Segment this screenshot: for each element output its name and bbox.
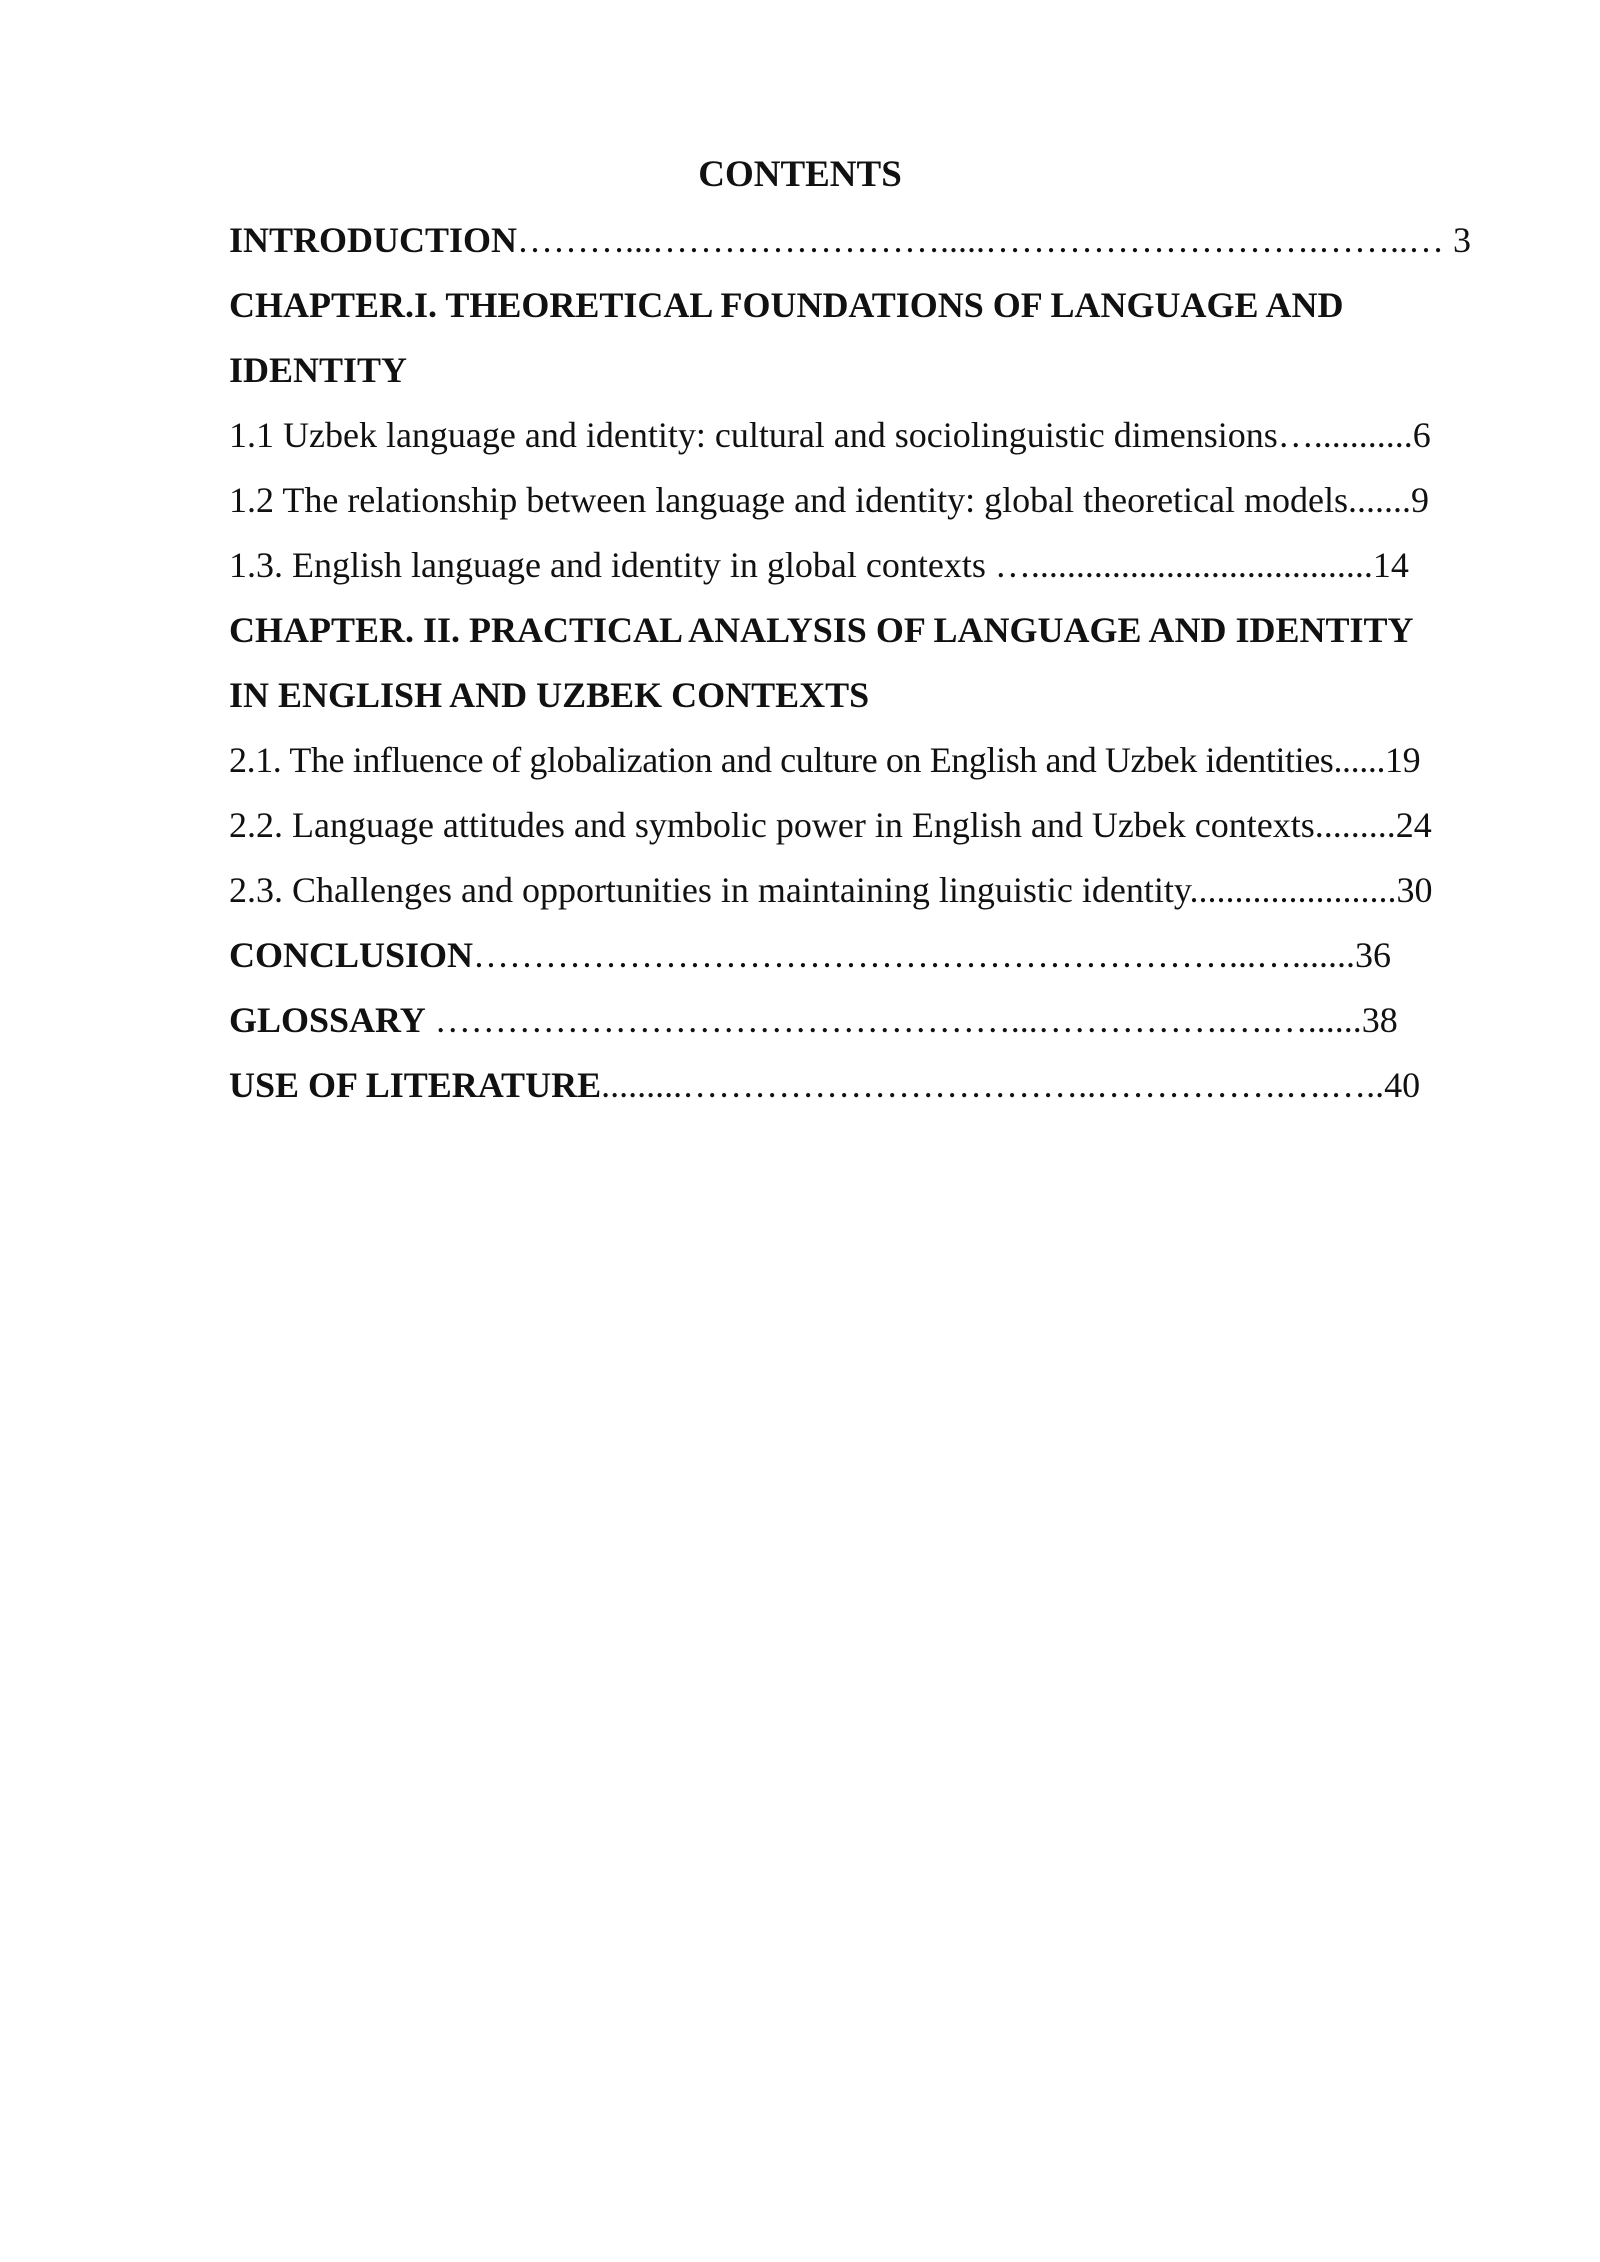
toc-entry-text: 2.2. Language attitudes and symbolic power in English and Uzbek contexts [229,805,1315,845]
toc-entry-glossary[interactable] [229,995,1489,1060]
toc-entry-page: 6 [1412,415,1431,455]
toc-entry-conclusion[interactable] [229,930,1489,995]
toc-entry-1-3[interactable] [229,540,1489,605]
page-title: CONTENTS [698,154,902,195]
table-of-contents [229,215,1489,1125]
toc-entry-text: 2.3. Challenges and opportunities in maintaining linguistic identity [229,870,1190,910]
toc-entry-page: 36 [1355,935,1392,975]
toc-entry-page: 14 [1372,545,1409,585]
toc-entry-page: 24 [1395,805,1432,845]
toc-entry-text: 2.1. The influence of globalization and culture on English and Uzbek identities [229,740,1334,780]
toc-entry-2-2[interactable] [229,800,1489,865]
toc-entry-text: CONCLUSION [229,935,474,975]
toc-entry-introduction[interactable] [229,215,1489,280]
toc-entry-text: CHAPTER.I. THEORETICAL FOUNDATIONS OF LANGUAGE AND [229,285,1344,325]
toc-entry-page: 3 [1444,220,1472,260]
toc-entry-leader: ...... [1333,740,1386,780]
toc-entry-leader: .........……………………………..…………….….….. [601,1065,1385,1105]
toc-entry-chapter-2-line-1[interactable] [229,605,1489,670]
toc-entry-page: 40 [1384,1065,1421,1105]
toc-entry-leader: ....... [1348,480,1412,520]
toc-entry-1-2[interactable] [229,475,1489,540]
toc-entry-leader: …...................................... [985,545,1373,585]
toc-entry-text: IN ENGLISH AND UZBEK CONTEXTS [229,675,870,715]
toc-entry-chapter-2-line-2[interactable] [229,670,1489,735]
toc-entry-text: 1.3. English language and identity in global contexts [229,545,986,585]
toc-entry-text: IDENTITY [229,350,408,390]
toc-entry-text: USE OF LITERATURE [229,1065,602,1105]
toc-entry-text: 1.2 The relationship between language and identity: global theoretical models [229,480,1349,520]
toc-entry-page: 30 [1396,870,1433,910]
toc-entry-text: INTRODUCTION [229,220,518,260]
toc-entry-page: 38 [1361,1000,1398,1040]
toc-entry-text: CHAPTER. II. PRACTICAL ANALYSIS OF LANGUAGE AND IDENTITY [229,610,1414,650]
toc-entry-leader: ………………………………………………………...…....... [473,935,1356,975]
toc-entry-chapter-1-line-1[interactable] [229,280,1489,345]
toc-entry-leader: ………...…………………….....……………………….……..… [517,220,1445,260]
toc-entry-page: 9 [1411,480,1430,520]
toc-entry-leader: …........... [1277,415,1413,455]
toc-entry-1-1[interactable] [229,410,1489,475]
toc-entry-leader: …………………………………………...…………….….…...... [425,1000,1362,1040]
toc-entry-chapter-1-line-2[interactable] [229,345,1489,410]
toc-entry-text: 1.1 Uzbek language and identity: cultural and sociolinguistic dimensions [229,415,1278,455]
toc-entry-page: 19 [1385,740,1421,780]
toc-entry-2-1[interactable] [229,735,1489,800]
toc-entry-use-of-literature[interactable] [229,1060,1489,1125]
toc-entry-text: GLOSSARY [229,1000,426,1040]
toc-entry-2-3[interactable] [229,865,1489,930]
toc-entry-leader: ....................... [1189,870,1397,910]
toc-entry-leader: ......... [1314,805,1396,845]
